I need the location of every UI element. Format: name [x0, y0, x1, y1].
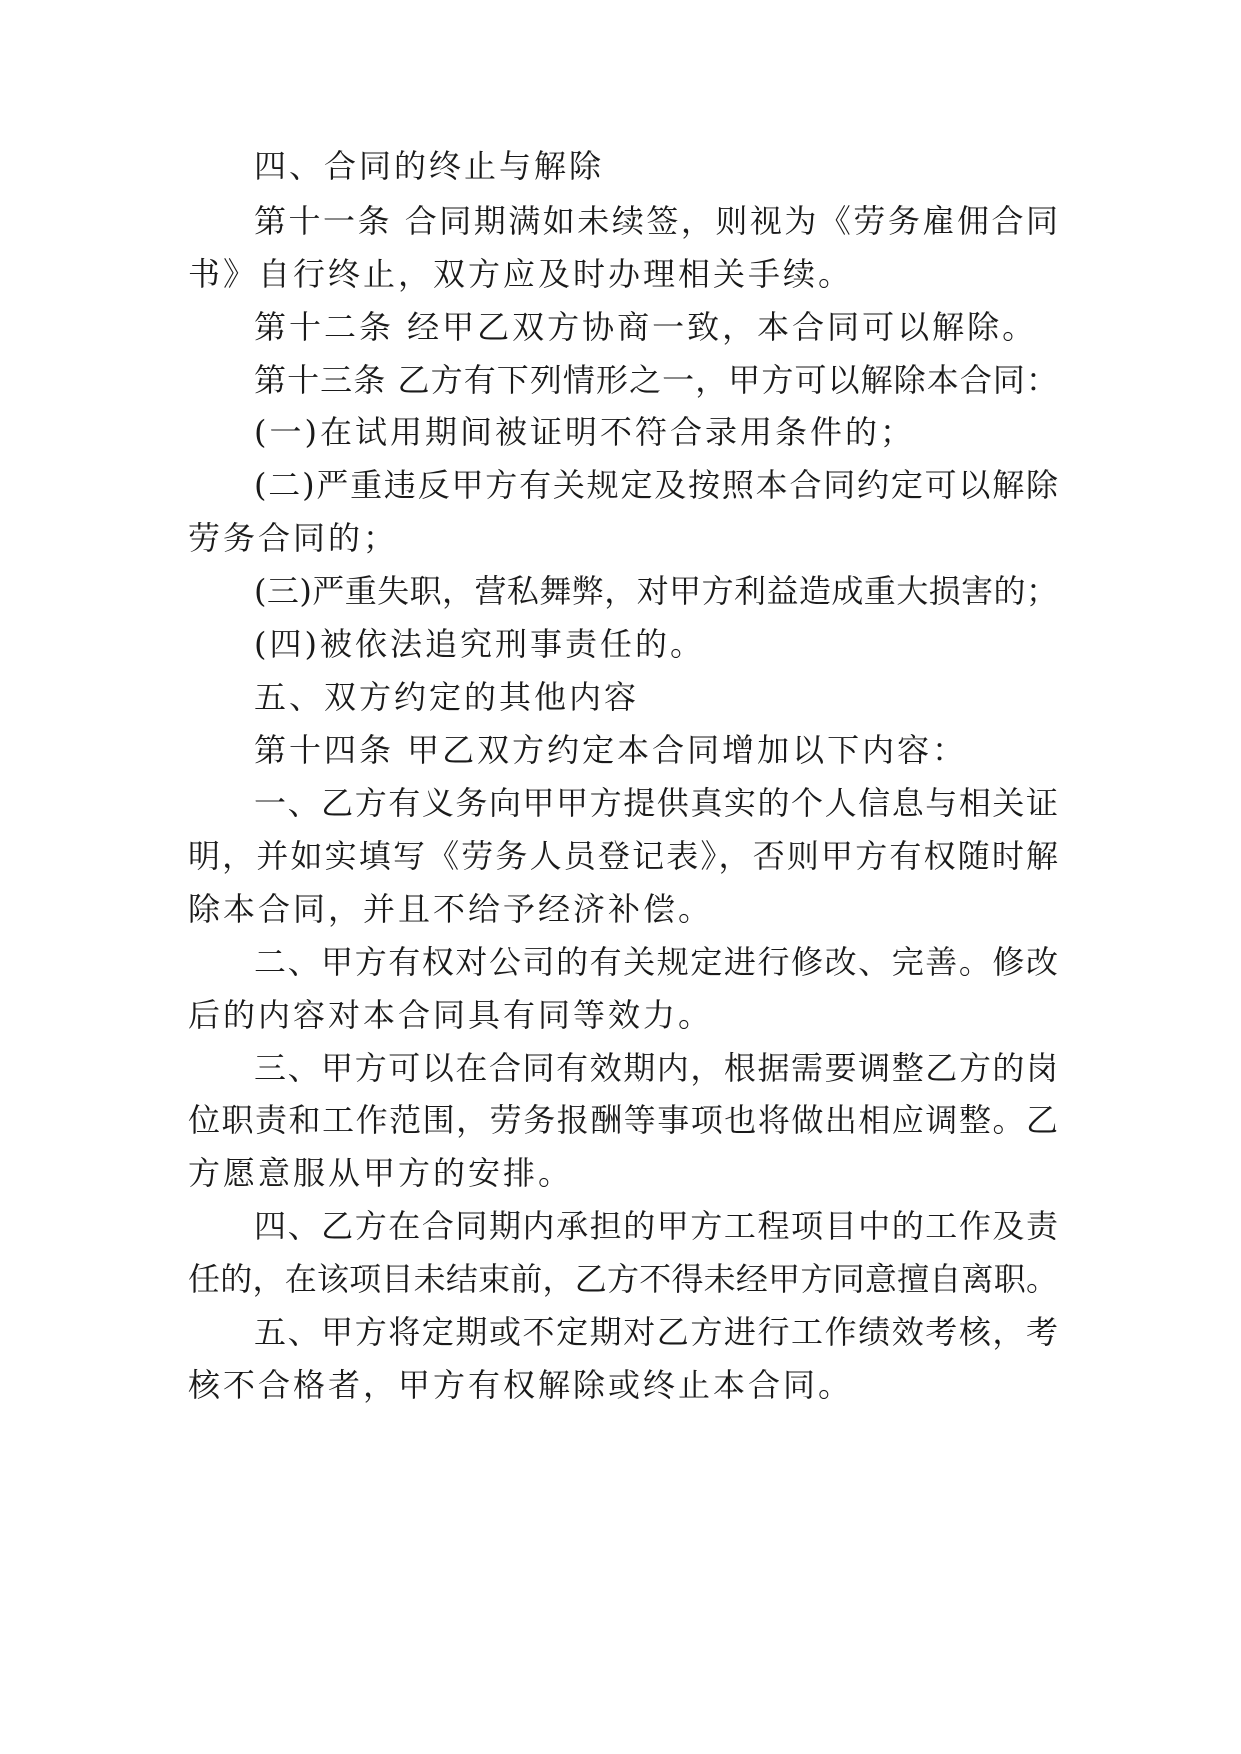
- paragraph-line: 除本合同，并且不给予经济补偿。: [188, 890, 714, 928]
- paragraph-line: 第十三条 乙方有下列情形之一，甲方可以解除本合同：: [254, 361, 1058, 399]
- section-heading: 四、合同的终止与解除: [254, 147, 605, 185]
- paragraph-line: 第十二条 经甲乙双方协商一致，本合同可以解除。: [254, 308, 1038, 346]
- paragraph-line: 五、甲方将定期或不定期对乙方进行工作绩效考核，考: [254, 1313, 1058, 1351]
- paragraph-line: 任的，在该项目未结束前，乙方不得未经甲方同意擅自离职。: [188, 1260, 1058, 1298]
- section-heading: 五、双方约定的其他内容: [254, 678, 640, 716]
- list-item: (二)严重违反甲方有关规定及按照本合同约定可以解除: [254, 466, 1058, 504]
- paragraph-line: 明，并如实填写《劳务人员登记表》，否则甲方有权随时解: [188, 837, 1058, 875]
- paragraph-line: 四、乙方在合同期内承担的甲方工程项目中的工作及责: [254, 1207, 1058, 1245]
- paragraph-line: 一、乙方有义务向甲甲方提供真实的个人信息与相关证: [254, 784, 1058, 822]
- paragraph-line: 后的内容对本合同具有同等效力。: [188, 996, 714, 1034]
- paragraph-line: 二、甲方有权对公司的有关规定进行修改、完善。修改: [254, 943, 1058, 981]
- paragraph-line: 方愿意服从甲方的安排。: [188, 1154, 574, 1192]
- paragraph-line: 第十四条 甲乙双方约定本合同增加以下内容：: [254, 731, 968, 769]
- paragraph-line: 第十一条 合同期满如未续签，则视为《劳务雇佣合同: [254, 202, 1058, 240]
- paragraph-line: 核不合格者，甲方有权解除或终止本合同。: [188, 1366, 854, 1404]
- list-item: (一)在试用期间被证明不符合录用条件的；: [254, 413, 915, 451]
- paragraph-line: 位职责和工作范围，劳务报酬等事项也将做出相应调整。乙: [188, 1101, 1058, 1139]
- paragraph-line: 书》自行终止，双方应及时办理相关手续。: [188, 255, 854, 293]
- list-item: 劳务合同的；: [188, 519, 399, 557]
- paragraph-line: 三、甲方可以在合同有效期内，根据需要调整乙方的岗: [254, 1049, 1058, 1087]
- list-item: (三)严重失职，营私舞弊，对甲方利益造成重大损害的；: [254, 572, 1058, 610]
- list-item: (四)被依法追究刑事责任的。: [254, 625, 705, 663]
